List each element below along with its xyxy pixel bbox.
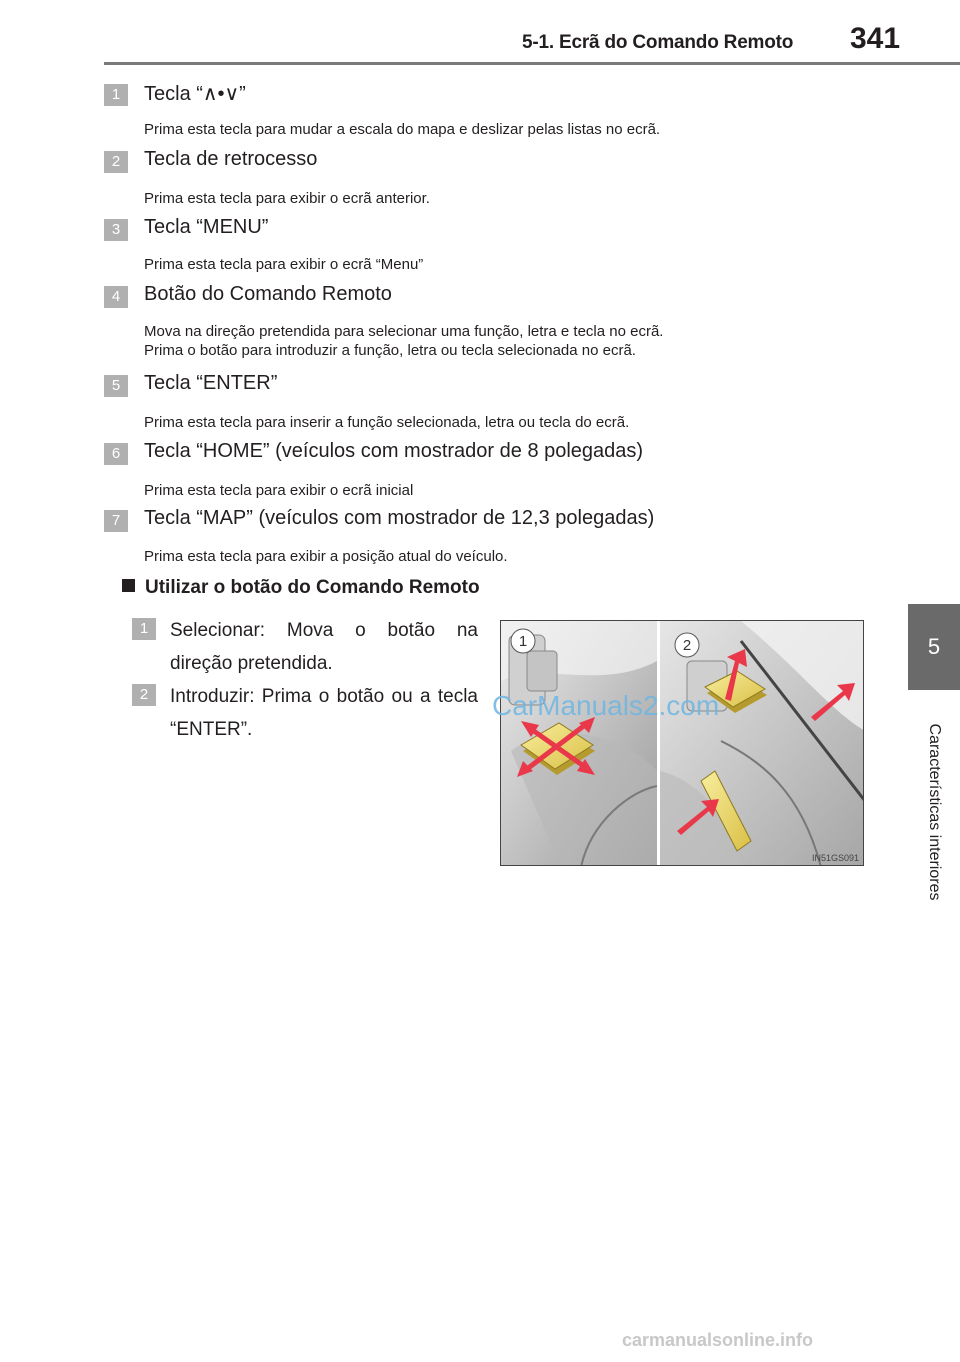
item-title: Tecla “HOME” (veículos com mostrador de 8 polegadas) <box>144 440 644 462</box>
panel-label-2: 2 <box>682 637 692 654</box>
watermark: CarManuals2.com <box>492 690 720 721</box>
item-description: Prima o botão para introduzir a função, letra ou tecla selecionada no ecrã. <box>144 342 636 359</box>
item-description: Mova na direção pretendida para selecionar uma função, letra e tecla no ecrã. <box>144 323 664 340</box>
item-title: Tecla “∧•∨” <box>144 83 246 105</box>
item-number-badge: 5 <box>104 375 128 397</box>
section-heading <box>122 577 480 599</box>
step-text: Selecionar: Mova o botão na direção pretendida. <box>170 620 478 674</box>
remote-controller-illustration <box>500 620 864 866</box>
chapter-tab: 5 <box>908 604 960 690</box>
item-number-badge: 3 <box>104 219 128 241</box>
item-description: Prima esta tecla para exibir a posição atual do veículo. <box>144 548 508 565</box>
item-description: Prima esta tecla para mudar a escala do mapa e deslizar pelas listas no ecrã. <box>144 121 661 138</box>
item-title: Tecla “ENTER” <box>144 372 278 394</box>
item-description: Prima esta tecla para exibir o ecrã inicial <box>144 482 414 499</box>
panel-label-1: 1 <box>518 633 528 650</box>
item-title: Tecla “MENU” <box>144 216 269 238</box>
step-number-badge: 2 <box>132 684 156 706</box>
figure-code: IN51GS091 <box>811 853 859 863</box>
item-number-badge: 2 <box>104 151 128 173</box>
item-number-badge: 6 <box>104 443 128 465</box>
item-description: Prima esta tecla para exibir o ecrã anterior. <box>144 190 430 207</box>
section-bullet-icon <box>122 579 135 592</box>
item-number-badge: 1 <box>104 84 128 106</box>
item-number-badge: 4 <box>104 286 128 308</box>
item-description: Prima esta tecla para inserir a função selecionada, letra ou tecla do ecrã. <box>144 414 630 431</box>
illustration-svg <box>501 621 864 866</box>
item-description: Prima esta tecla para exibir o ecrã “Menu” <box>144 256 424 273</box>
step-number-badge: 1 <box>132 618 156 640</box>
item-number-badge: 7 <box>104 510 128 532</box>
section-heading-text: Utilizar o botão do Comando Remoto <box>145 577 480 598</box>
step-text: Introduzir: Prima o botão ou a tecla “ENTER”. <box>170 686 478 740</box>
footer-watermark: carmanualsonline.info <box>622 1330 814 1350</box>
item-title: Botão do Comando Remoto <box>144 283 392 305</box>
page-header-title: 5-1. Ecrã do Comando Remoto <box>522 32 794 53</box>
chapter-label: Características interiores <box>926 723 943 901</box>
page-number: 341 <box>850 22 901 55</box>
item-title: Tecla de retrocesso <box>144 148 318 170</box>
item-title: Tecla “MAP” (veículos com mostrador de 12,3 polegadas) <box>144 507 655 529</box>
panel-divider <box>657 621 660 866</box>
header-divider <box>104 62 960 65</box>
